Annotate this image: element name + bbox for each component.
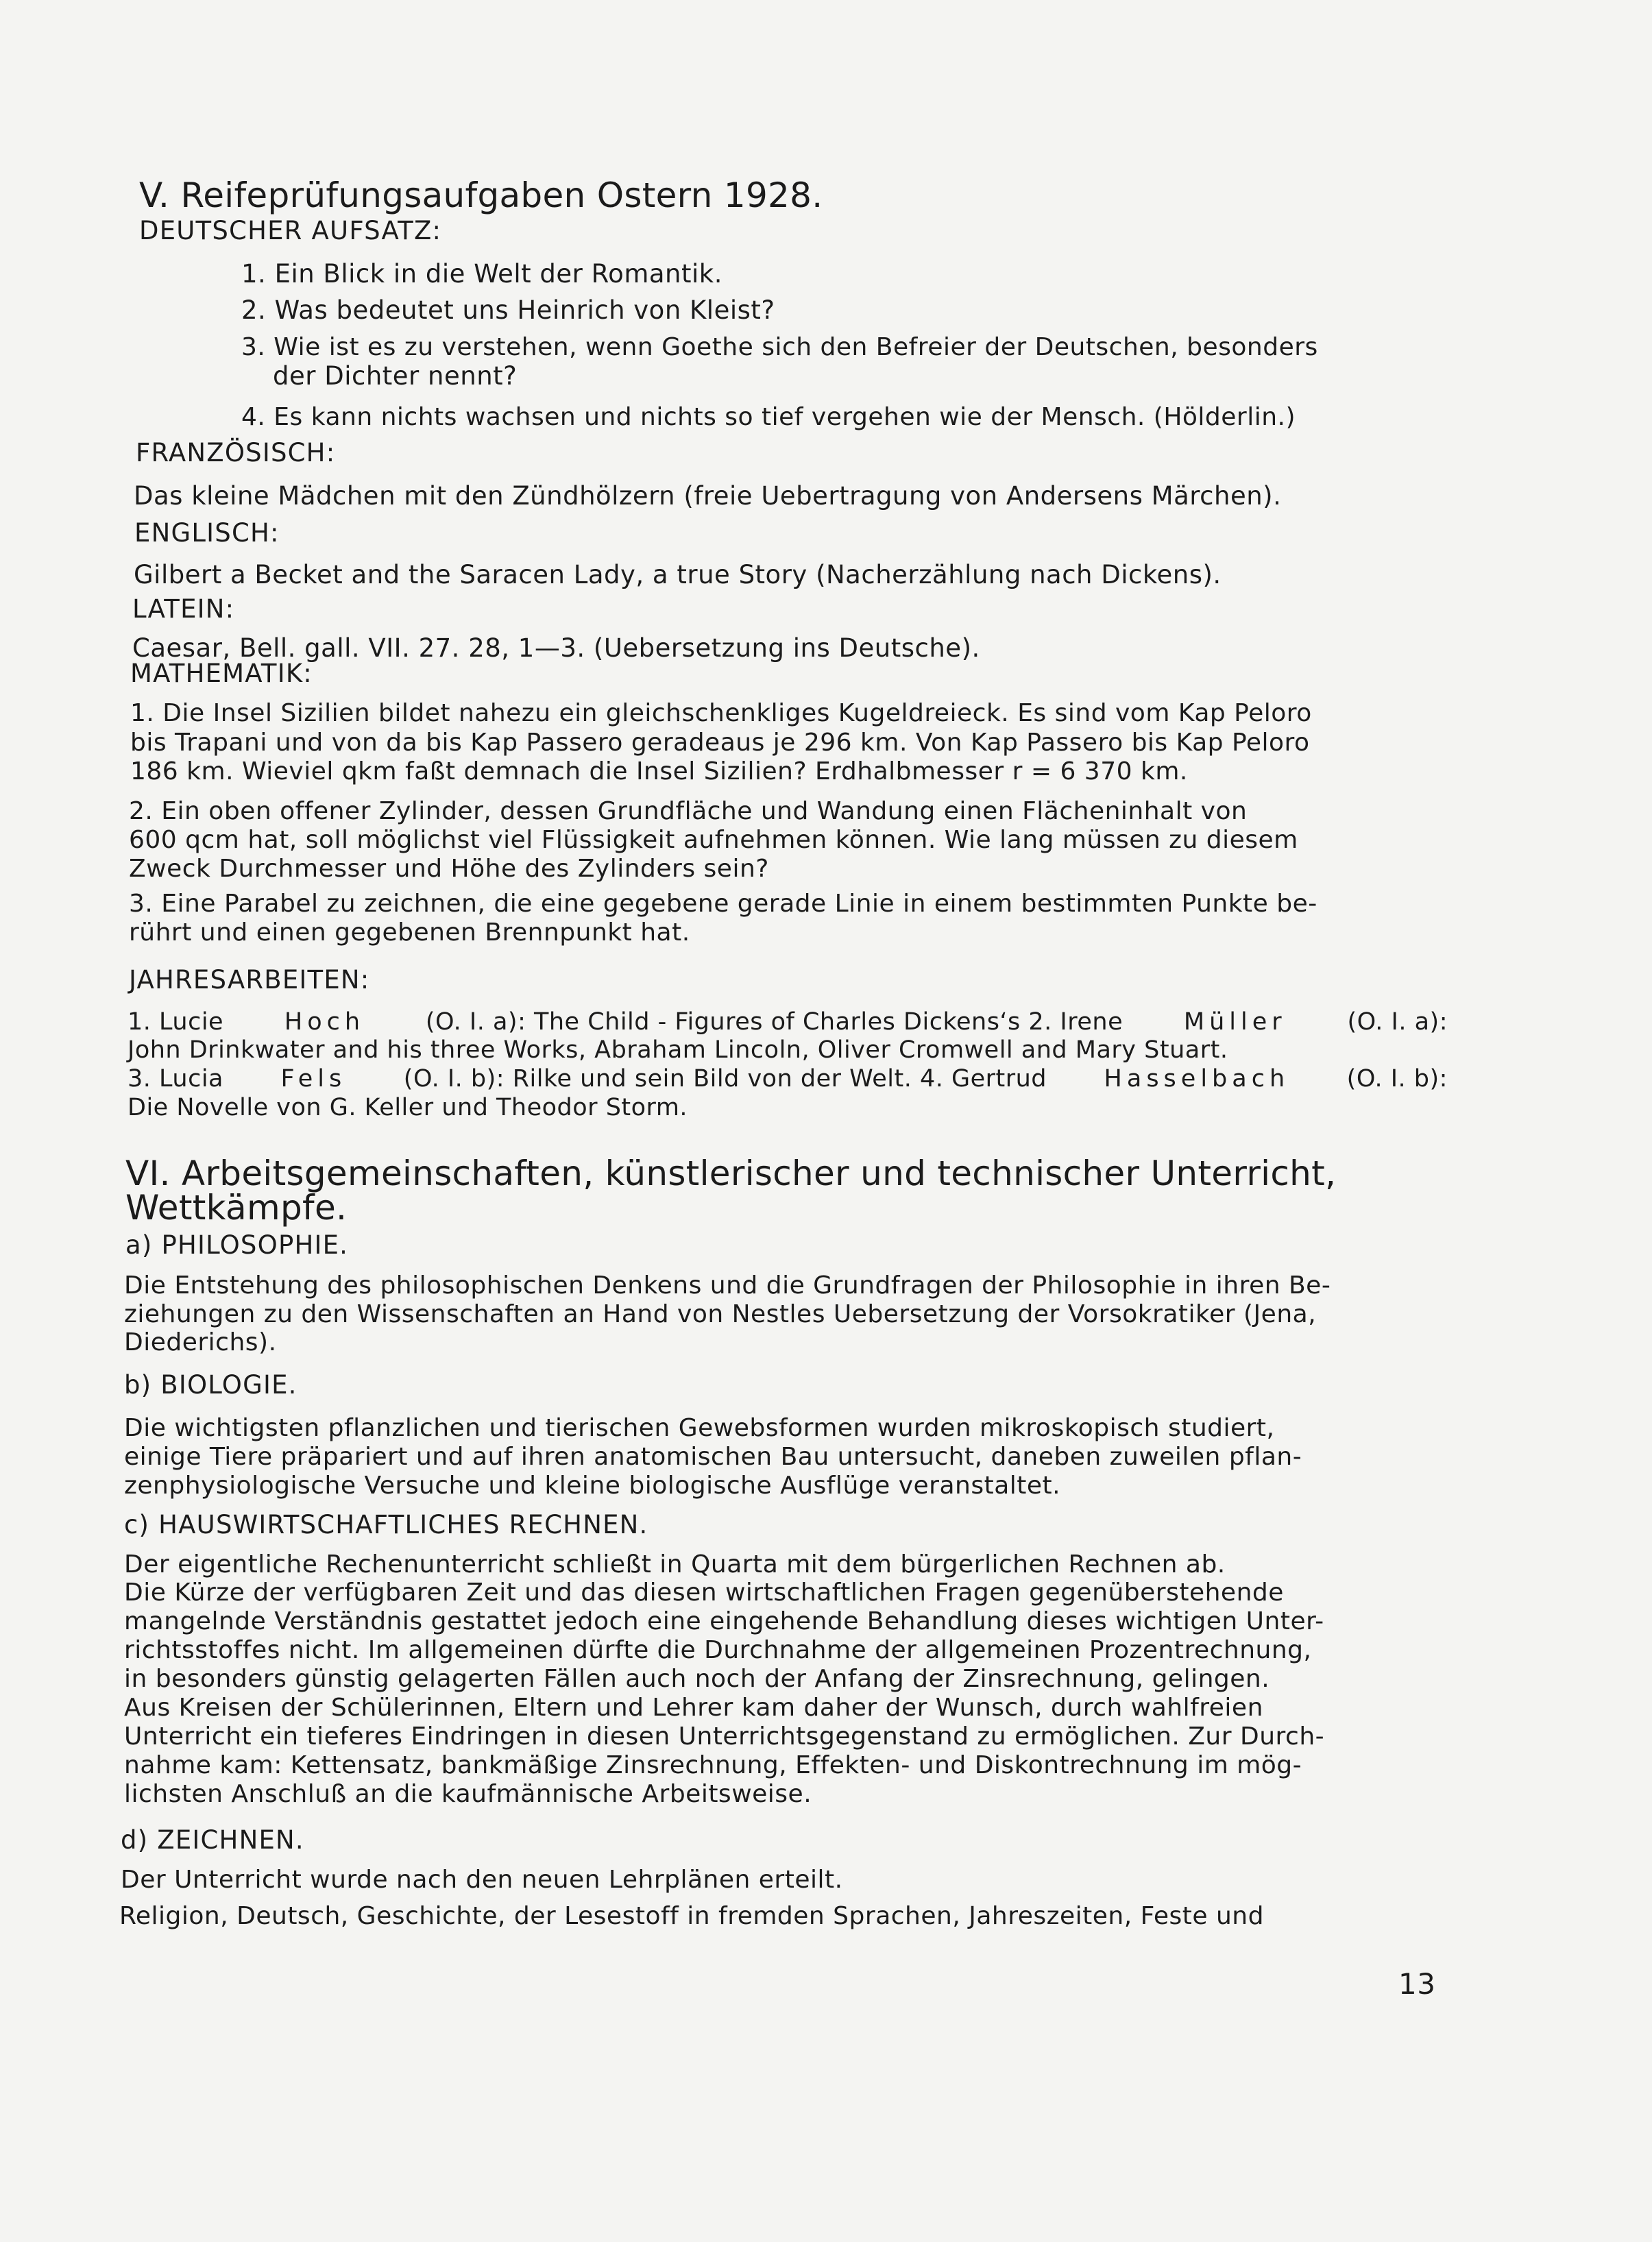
text-run: (O. I. a): The Child - Figures of Charles Dickens‘s 2. Irene: [425, 1008, 1123, 1036]
paragraph-line: in besonders günstig gelagerten Fällen auch noch der Anfang der Zinsrechnung, gelingen.: [124, 1665, 1270, 1693]
paragraph: Gilbert a Becket and the Saracen Lady, a true Story (Nacherzählung nach Dickens).: [134, 560, 1222, 589]
paragraph-line: 1. Die Insel Sizilien bildet nahezu ein gleichschenkliges Kugeldreieck. Es sind vom Kap Peloro: [130, 699, 1312, 727]
heading-zeichnen: d) ZEICHNEN.: [121, 1825, 304, 1855]
paragraph-line: 186 km. Wieviel qkm faßt demnach die Insel Sizilien? Erdhalbmesser r = 6 370 km.: [130, 757, 1188, 785]
paragraph-line: Der eigentliche Rechenunterricht schließt in Quarta mit dem bürgerlichen Rechnen ab.: [124, 1550, 1226, 1579]
heading-latein: LATEIN:: [132, 594, 235, 624]
paragraph-line: John Drinkwater and his three Works, Abraham Lincoln, Oliver Cromwell and Mary Stuart.: [127, 1036, 1228, 1064]
text-run: 1. Lucie: [127, 1008, 224, 1036]
paragraph-line: zenphysiologische Versuche und kleine biologische Ausflüge veranstaltet.: [124, 1472, 1061, 1500]
paragraph-line: ziehungen zu den Wissenschaften an Hand von Nestles Uebersetzung der Vorsokratiker (Jena,: [124, 1300, 1317, 1328]
section-title: V. Reifeprüfungsaufgaben Ostern 1928.: [139, 175, 823, 215]
paragraph-line: 2. Ein oben offener Zylinder, dessen Grundfläche und Wandung einen Flächeninhalt von: [129, 797, 1248, 825]
section-title: VI. Arbeitsgemeinschaften, künstlerischer und technischer Unterricht,: [125, 1154, 1337, 1193]
paragraph-line: Die Novelle von G. Keller und Theodor Storm.: [127, 1094, 688, 1121]
heading-mathematik: MATHEMATIK:: [130, 659, 313, 688]
paragraph-line: Unterricht ein tieferes Eindringen in diesen Unterrichtsgegenstand zu ermöglichen. Zur Durch-: [124, 1722, 1325, 1751]
paragraph-line: Die Kürze der verfügbaren Zeit und das diesen wirtschaftlichen Fragen gegenüberstehende: [124, 1579, 1284, 1607]
list-item: 3. Wie ist es zu verstehen, wenn Goethe sich den Befreier der Deutschen, besonders: [241, 333, 1318, 361]
text-run: (O. I. b): Rilke und sein Bild von der Welt. 4. Gertrud: [403, 1065, 1047, 1093]
paragraph: Caesar, Bell. gall. VII. 27. 28, 1—3. (Uebersetzung ins Deutsche).: [132, 633, 980, 663]
heading-franzoesisch: FRANZÖSISCH:: [136, 438, 336, 467]
list-item: 4. Es kann nichts wachsen und nichts so tief vergehen wie der Mensch. (Hölderlin.): [241, 403, 1296, 431]
heading-hauswirtschaftliches-rechnen: c) HAUSWIRTSCHAFTLICHES RECHNEN.: [124, 1510, 648, 1539]
paragraph-line: Diederichs).: [124, 1328, 277, 1356]
paragraph-line: Die Entstehung des philosophischen Denkens und die Grundfragen der Philosophie in ihren Be-: [124, 1271, 1331, 1300]
paragraph-line: 3. Eine Parabel zu zeichnen, die eine gegebene gerade Linie in einem bestimmten Punkte be-: [129, 890, 1317, 918]
section-title-continued: Wettkämpfe.: [125, 1188, 348, 1228]
paragraph-line: bis Trapani und von da bis Kap Passero geradeaus je 296 km. Von Kap Passero bis Kap Peloro: [130, 729, 1310, 757]
paragraph-line: Zweck Durchmesser und Höhe des Zylinders sein?: [129, 855, 769, 883]
list-item: 1. Ein Blick in die Welt der Romantik.: [241, 259, 722, 289]
name-spaced: Fels: [280, 1065, 347, 1093]
paragraph-line: 600 qcm hat, soll möglichst viel Flüssigkeit aufnehmen können. Wie lang müssen zu diesem: [129, 826, 1298, 854]
paragraph-line: richtsstoffes nicht. Im allgemeinen dürfte die Durchnahme der allgemeinen Prozentrechnung,: [124, 1636, 1312, 1664]
heading-philosophie: a) PHILOSOPHIE.: [125, 1230, 349, 1260]
paragraph-line: Religion, Deutsch, Geschichte, der Lesestoff in fremden Sprachen, Jahreszeiten, Feste und: [119, 1902, 1264, 1930]
paragraph-line: Die wichtigsten pflanzlichen und tierischen Gewebsformen wurden mikroskopisch studiert,: [124, 1414, 1275, 1442]
list-item: 2. Was bedeutet uns Heinrich von Kleist?: [241, 295, 775, 325]
heading-biologie: b) BIOLOGIE.: [124, 1370, 297, 1400]
paragraph-line: rührt und einen gegebenen Brennpunkt hat.: [129, 918, 690, 947]
heading-deutscher-aufsatz: DEUTSCHER AUFSATZ:: [139, 216, 442, 245]
list-item-continued: der Dichter nennt?: [273, 361, 518, 391]
paragraph-line: nahme kam: Kettensatz, bankmäßige Zinsrechnung, Effekten- und Diskontrechnung im mög-: [124, 1751, 1302, 1779]
name-spaced: Hasselbach: [1104, 1065, 1290, 1093]
name-spaced: Müller: [1183, 1008, 1287, 1036]
paragraph: Das kleine Mädchen mit den Zündhölzern (freie Uebertragung von Andersens Märchen).: [134, 481, 1282, 511]
text-run: (O. I. b):: [1346, 1065, 1448, 1093]
paragraph-line: Der Unterricht wurde nach den neuen Lehrplänen erteilt.: [121, 1866, 843, 1894]
name-spaced: Hoch: [284, 1008, 365, 1036]
paragraph-line: mangelnde Verständnis gestattet jedoch eine eingehende Behandlung dieses wichtigen Unter-: [124, 1607, 1324, 1635]
heading-englisch: ENGLISCH:: [134, 518, 280, 548]
paragraph-line: Aus Kreisen der Schülerinnen, Eltern und Lehrer kam daher der Wunsch, durch wahlfreien: [124, 1694, 1263, 1722]
text-run: 3. Lucia: [127, 1065, 224, 1093]
page-number: 13: [1398, 1967, 1436, 2001]
paragraph-line: lichsten Anschluß an die kaufmännische Arbeitsweise.: [124, 1780, 812, 1808]
text-run: (O. I. a):: [1347, 1008, 1448, 1036]
heading-jahresarbeiten: JAHRESARBEITEN:: [129, 965, 370, 995]
paragraph-line: einige Tiere präpariert und auf ihren anatomischen Bau untersucht, daneben zuweilen pflan-: [124, 1443, 1302, 1471]
